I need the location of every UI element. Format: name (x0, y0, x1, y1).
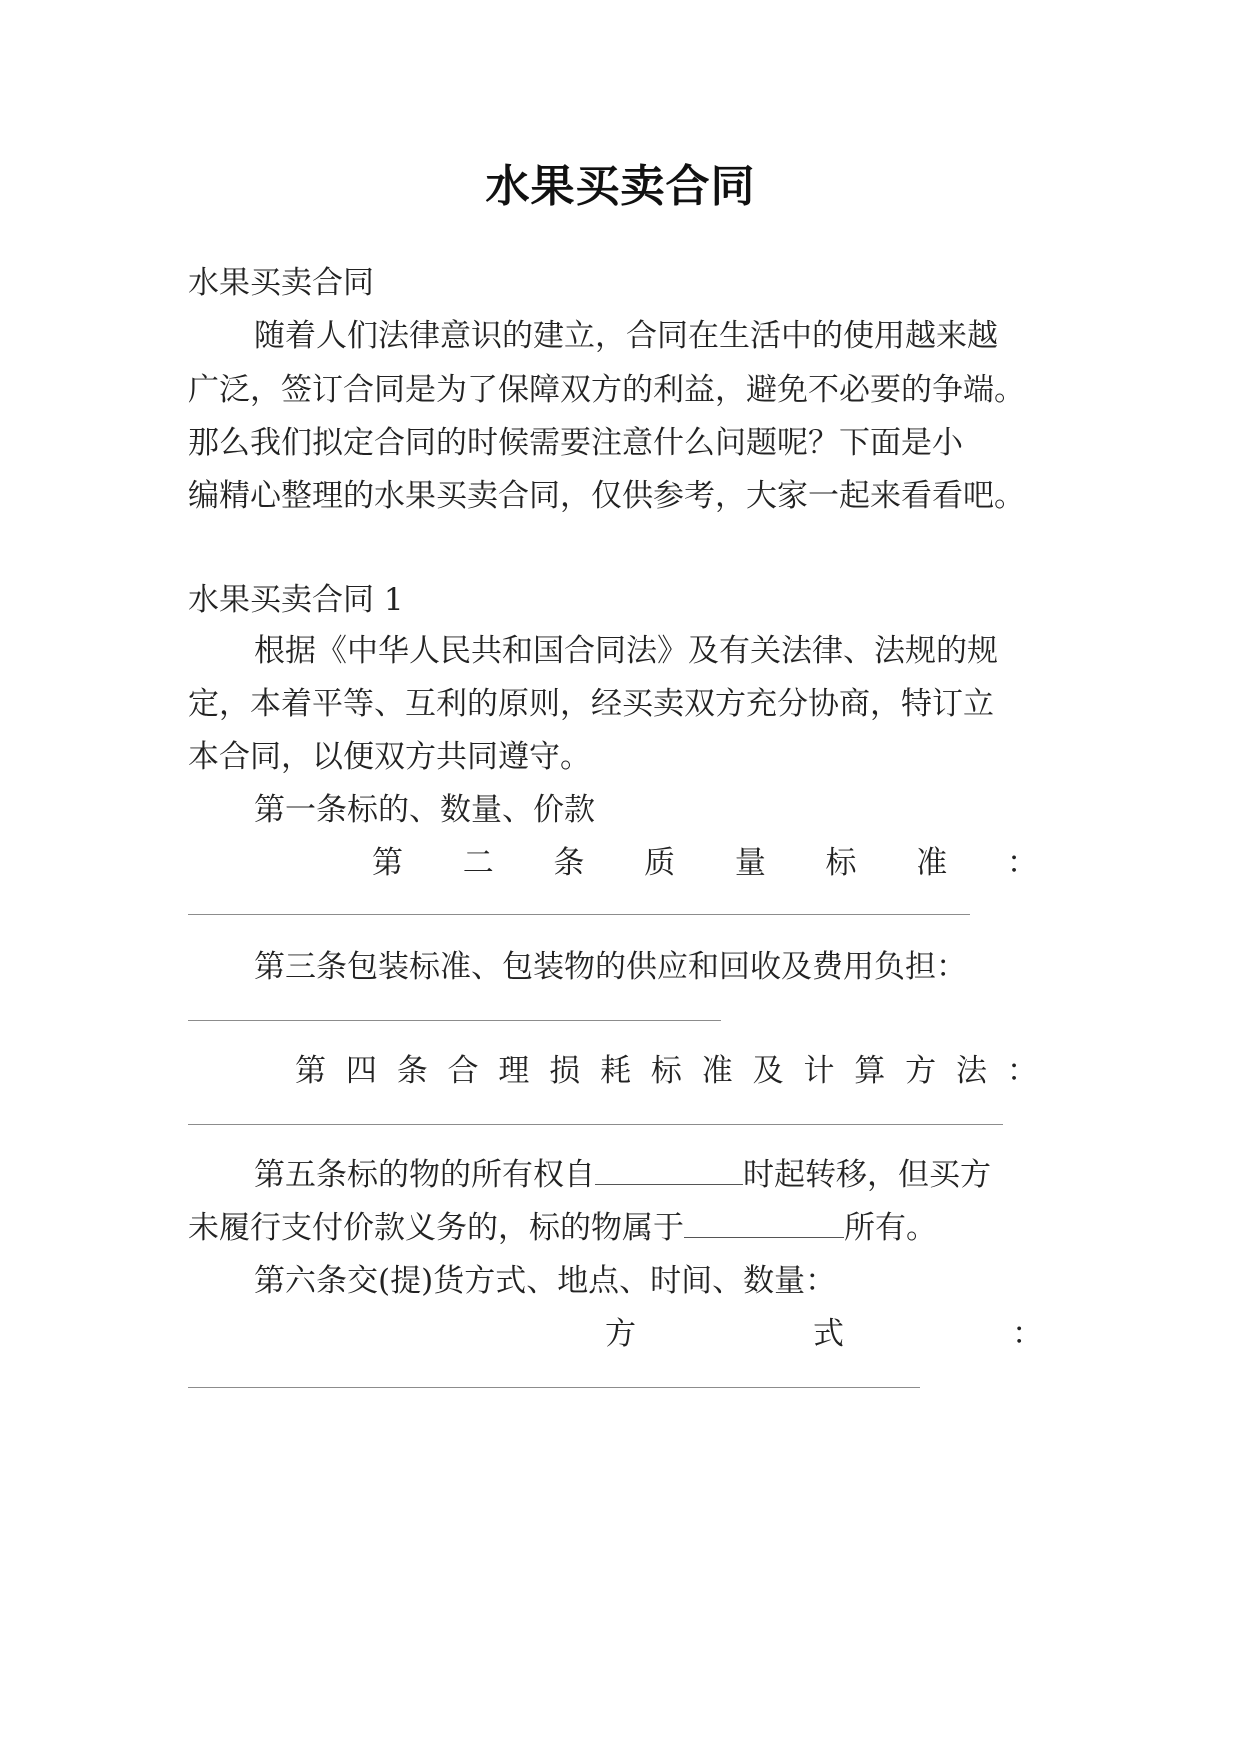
article-5-line-1 (254, 1145, 1058, 1205)
intro-heading: 水果买卖合同 (188, 265, 374, 301)
article-5-text-1: 第五条标的物的所有权自 (254, 1157, 595, 1193)
article-6-method-blank-line (188, 1387, 920, 1388)
article-4-char: ： (1006, 1053, 1038, 1089)
article-2-blank-line (188, 914, 970, 915)
intro-line-4: 编精心整理的水果买卖合同，仅供参考，大家一起来看看吧。 (188, 478, 1025, 514)
article-2-char: ： (1006, 845, 1038, 881)
intro-line-1: 随着人们法律意识的建立，合同在生活中的使用越来越 (254, 318, 998, 354)
article-4-char: 第 (295, 1053, 326, 1089)
article-6-method-char: ： (1012, 1316, 1043, 1352)
document-title: 水果买卖合同 (485, 161, 756, 212)
article-2-char: 标 (825, 845, 857, 881)
article-4-char: 及 (752, 1053, 784, 1089)
article-2-char: 量 (734, 845, 766, 881)
article-5-text-4: 所有。 (844, 1210, 937, 1246)
article-4-char: 损 (549, 1053, 581, 1089)
article-4-char: 条 (396, 1053, 428, 1089)
article-6-method-char: 式 (813, 1316, 844, 1352)
article-4-char: 方 (905, 1053, 937, 1089)
article-4 (295, 1041, 1038, 1101)
article-6-method-char: 方 (605, 1316, 636, 1352)
article-4-char: 准 (701, 1053, 733, 1089)
intro-line-2: 广泛，签订合同是为了保障双方的利益，避免不必要的争端。 (188, 372, 1025, 408)
article-2-char: 第 (372, 845, 403, 881)
article-4-char: 标 (650, 1053, 682, 1089)
article-5-text-2: 时起转移，但买方 (743, 1157, 991, 1193)
article-4-char: 算 (854, 1053, 886, 1089)
article-1: 第一条标的、数量、价款 (254, 792, 595, 828)
article-4-char: 四 (345, 1053, 377, 1089)
article-3-blank-line (188, 1020, 721, 1021)
section-heading: 水果买卖合同 1 (188, 582, 404, 618)
article-5-blank-2 (684, 1207, 844, 1238)
article-4-char: 合 (447, 1053, 479, 1089)
article-4-blank-line (188, 1124, 1003, 1125)
article-2-char: 条 (553, 845, 585, 881)
article-5-blank-1 (595, 1154, 743, 1185)
article-6: 第六条交(提)货方式、地点、时间、数量： (254, 1263, 837, 1299)
preamble-line-1: 根据《中华人民共和国合同法》及有关法律、法规的规 (254, 633, 998, 669)
article-4-char: 法 (955, 1053, 987, 1089)
article-4-char: 理 (498, 1053, 530, 1089)
article-3: 第三条包装标准、包装物的供应和回收及费用负担： (254, 949, 967, 985)
article-5-line-2 (188, 1198, 1058, 1258)
article-4-char: 计 (803, 1053, 835, 1089)
article-5-text-3: 未履行支付价款义务的，标的物属于 (188, 1210, 684, 1246)
preamble-line-2: 定，本着平等、互利的原则，经买卖双方充分协商，特订立 (188, 686, 994, 722)
intro-line-3: 那么我们拟定合同的时候需要注意什么问题呢？下面是小 (188, 425, 963, 461)
article-2-char: 二 (462, 845, 494, 881)
article-2-char: 质 (644, 845, 676, 881)
preamble-line-3: 本合同，以便双方共同遵守。 (188, 739, 591, 775)
article-2 (372, 833, 1038, 893)
article-4-char: 耗 (600, 1053, 632, 1089)
article-2-char: 准 (916, 845, 948, 881)
